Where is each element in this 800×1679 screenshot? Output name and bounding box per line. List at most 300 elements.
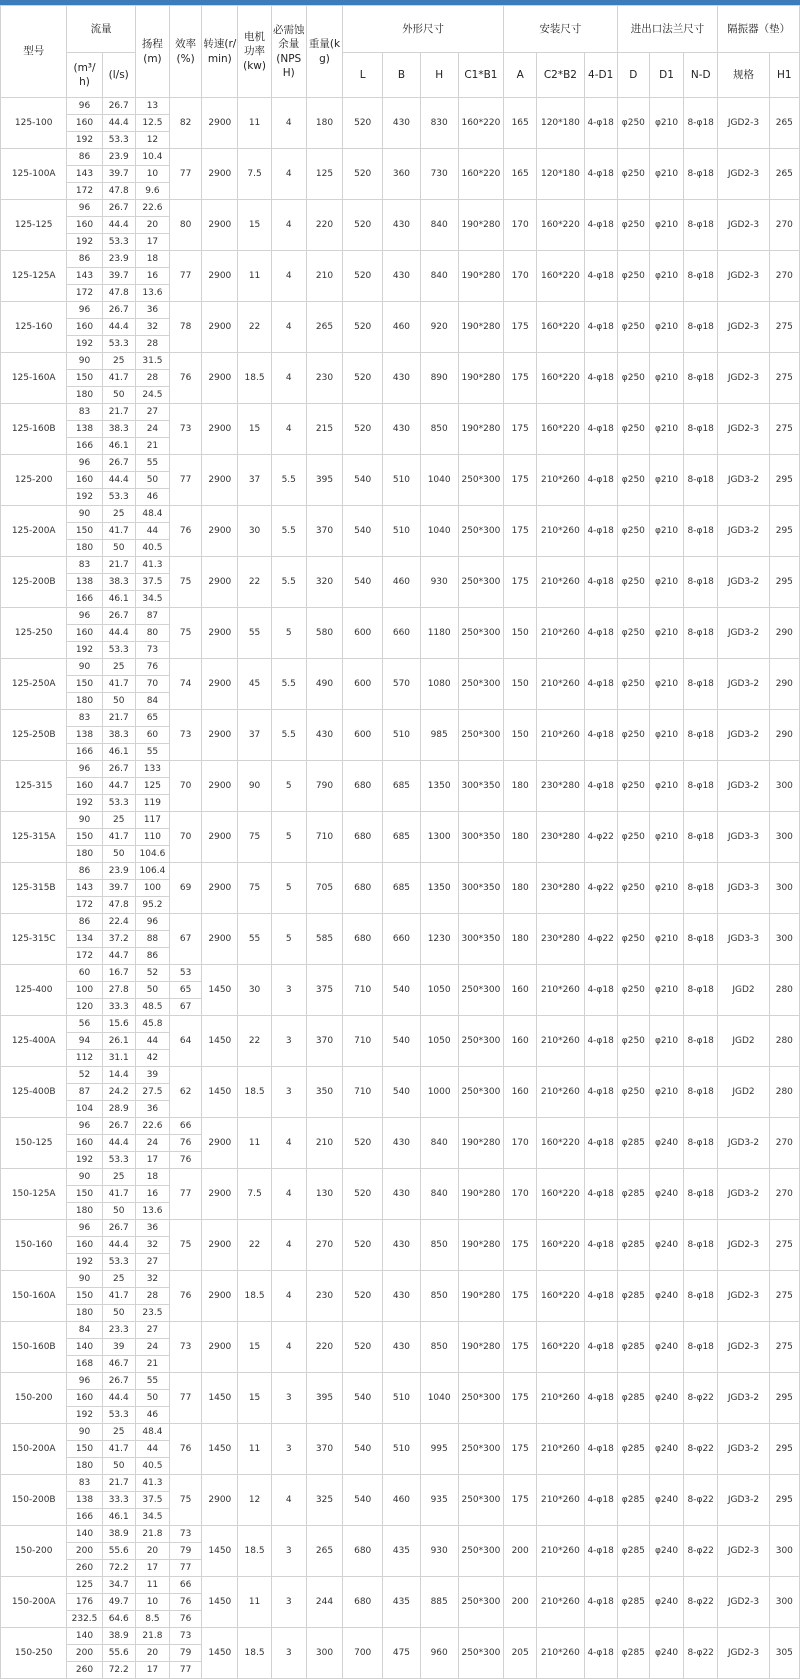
- flow-ls-cell: 25: [102, 1424, 135, 1441]
- speed-cell: 2900: [202, 1118, 238, 1169]
- H-cell: 1050: [420, 965, 458, 1016]
- head-cell: 48.4: [135, 1424, 169, 1441]
- efficiency-cell: 64: [170, 1016, 202, 1067]
- nd-cell: 8-φ18: [684, 302, 718, 353]
- table-row: [1, 1271, 800, 1288]
- flow-ls-cell: 25: [102, 1271, 135, 1288]
- A-cell: 175: [504, 1220, 537, 1271]
- h1-cell: 290: [769, 710, 799, 761]
- flow-ls-cell: 44.4: [102, 1237, 135, 1254]
- weight-cell: 215: [306, 404, 342, 455]
- head-cell: 12.5: [135, 115, 169, 132]
- flow-ls-cell: 41.7: [102, 370, 135, 387]
- A-cell: 170: [504, 200, 537, 251]
- D-cell: φ250: [617, 1016, 649, 1067]
- weight-cell: 790: [306, 761, 342, 812]
- model-cell: 150-200A: [1, 1424, 67, 1475]
- B-cell: 540: [383, 1016, 420, 1067]
- efficiency-cell: 66: [170, 1118, 202, 1135]
- D1-cell: φ210: [649, 863, 683, 914]
- npsh-cell: 4: [271, 1475, 306, 1526]
- D-cell: φ250: [617, 251, 649, 302]
- head-cell: 31.5: [135, 353, 169, 370]
- table-header: [1, 6, 800, 98]
- flow-m3h-cell: 192: [67, 1254, 102, 1271]
- weight-cell: 350: [306, 1067, 342, 1118]
- col-header-flange-group: 进出口法兰尺寸: [617, 6, 718, 53]
- speed-cell: 2900: [202, 455, 238, 506]
- H-cell: 930: [420, 1526, 458, 1577]
- flow-m3h-cell: 172: [67, 183, 102, 200]
- c2b2-cell: 230*280: [537, 914, 584, 965]
- model-cell: 125-250: [1, 608, 67, 659]
- spec-cell: JGD2: [718, 965, 769, 1016]
- head-cell: 133: [135, 761, 169, 778]
- A-cell: 175: [504, 302, 537, 353]
- h1-cell: 295: [769, 557, 799, 608]
- flow-m3h-cell: 90: [67, 1424, 102, 1441]
- head-cell: 87: [135, 608, 169, 625]
- efficiency-cell: 76: [170, 1611, 202, 1628]
- h1-cell: 270: [769, 200, 799, 251]
- D1-cell: φ210: [649, 1067, 683, 1118]
- flow-ls-cell: 26.7: [102, 302, 135, 319]
- flow-ls-cell: 44.4: [102, 472, 135, 489]
- D-cell: φ285: [617, 1577, 649, 1628]
- npsh-cell: 4: [271, 251, 306, 302]
- flow-ls-cell: 25: [102, 1169, 135, 1186]
- B-cell: 435: [383, 1526, 420, 1577]
- d4-cell: 4-φ18: [584, 1118, 617, 1169]
- weight-cell: 320: [306, 557, 342, 608]
- efficiency-cell: 76: [170, 506, 202, 557]
- D-cell: φ250: [617, 1067, 649, 1118]
- spec-cell: JGD2-3: [718, 302, 769, 353]
- flow-ls-cell: 44.7: [102, 948, 135, 965]
- flow-m3h-cell: 172: [67, 285, 102, 302]
- B-cell: 475: [383, 1628, 420, 1679]
- L-cell: 710: [343, 1067, 383, 1118]
- power-cell: 15: [238, 1322, 271, 1373]
- h1-cell: 270: [769, 1118, 799, 1169]
- D-cell: φ285: [617, 1322, 649, 1373]
- flow-m3h-cell: 180: [67, 387, 102, 404]
- npsh-cell: 3: [271, 1016, 306, 1067]
- col-header-D1: D1: [649, 53, 683, 98]
- flow-ls-cell: 44.7: [102, 778, 135, 795]
- nd-cell: 8-φ18: [684, 914, 718, 965]
- c2b2-cell: 210*260: [537, 965, 584, 1016]
- flow-ls-cell: 24.2: [102, 1084, 135, 1101]
- table-row: [1, 761, 800, 778]
- flow-ls-cell: 53.3: [102, 1254, 135, 1271]
- B-cell: 685: [383, 812, 420, 863]
- weight-cell: 230: [306, 1271, 342, 1322]
- npsh-cell: 5: [271, 863, 306, 914]
- c1b1-cell: 250*300: [458, 557, 503, 608]
- npsh-cell: 5.5: [271, 557, 306, 608]
- power-cell: 7.5: [238, 149, 271, 200]
- h1-cell: 275: [769, 302, 799, 353]
- flow-m3h-cell: 138: [67, 574, 102, 591]
- L-cell: 600: [343, 608, 383, 659]
- d4-cell: 4-φ18: [584, 302, 617, 353]
- d4-cell: 4-φ18: [584, 149, 617, 200]
- flow-m3h-cell: 112: [67, 1050, 102, 1067]
- flow-ls-cell: 50: [102, 1203, 135, 1220]
- spec-cell: JGD2-3: [718, 251, 769, 302]
- efficiency-cell: 73: [170, 1526, 202, 1543]
- spec-cell: JGD2-3: [718, 353, 769, 404]
- flow-ls-cell: 46.1: [102, 1509, 135, 1526]
- B-cell: 430: [383, 200, 420, 251]
- h1-cell: 295: [769, 455, 799, 506]
- D1-cell: φ240: [649, 1271, 683, 1322]
- table-row: [1, 710, 800, 727]
- h1-cell: 300: [769, 812, 799, 863]
- B-cell: 460: [383, 302, 420, 353]
- flow-m3h-cell: 104: [67, 1101, 102, 1118]
- flow-ls-cell: 50: [102, 540, 135, 557]
- flow-m3h-cell: 96: [67, 1220, 102, 1237]
- flow-m3h-cell: 150: [67, 829, 102, 846]
- speed-cell: 2900: [202, 149, 238, 200]
- spec-cell: JGD2-3: [718, 149, 769, 200]
- c2b2-cell: 210*260: [537, 1526, 584, 1577]
- npsh-cell: 4: [271, 353, 306, 404]
- model-cell: 150-200: [1, 1526, 67, 1577]
- model-cell: 125-250B: [1, 710, 67, 761]
- flow-ls-cell: 47.8: [102, 183, 135, 200]
- nd-cell: 8-φ22: [684, 1424, 718, 1475]
- model-cell: 125-100: [1, 98, 67, 149]
- table-row: [1, 1067, 800, 1084]
- head-cell: 20: [135, 1645, 169, 1662]
- flow-ls-cell: 22.4: [102, 914, 135, 931]
- A-cell: 165: [504, 98, 537, 149]
- D-cell: φ250: [617, 98, 649, 149]
- speed-cell: 2900: [202, 353, 238, 404]
- col-header-weight: 重量(kg): [306, 6, 342, 98]
- D1-cell: φ240: [649, 1118, 683, 1169]
- power-cell: 22: [238, 302, 271, 353]
- head-cell: 17: [135, 1560, 169, 1577]
- D-cell: φ285: [617, 1526, 649, 1577]
- d4-cell: 4-φ18: [584, 965, 617, 1016]
- model-cell: 125-315C: [1, 914, 67, 965]
- D1-cell: φ210: [649, 455, 683, 506]
- nd-cell: 8-φ18: [684, 455, 718, 506]
- power-cell: 55: [238, 608, 271, 659]
- flow-m3h-cell: 150: [67, 370, 102, 387]
- flow-m3h-cell: 84: [67, 1322, 102, 1339]
- flow-m3h-cell: 140: [67, 1526, 102, 1543]
- weight-cell: 210: [306, 1118, 342, 1169]
- L-cell: 540: [343, 1424, 383, 1475]
- flow-m3h-cell: 134: [67, 931, 102, 948]
- D1-cell: φ210: [649, 353, 683, 404]
- flow-ls-cell: 44.4: [102, 1390, 135, 1407]
- flow-m3h-cell: 180: [67, 1305, 102, 1322]
- H-cell: 840: [420, 1169, 458, 1220]
- flow-m3h-cell: 90: [67, 353, 102, 370]
- D1-cell: φ240: [649, 1424, 683, 1475]
- flow-ls-cell: 33.3: [102, 999, 135, 1016]
- flow-m3h-cell: 96: [67, 608, 102, 625]
- power-cell: 30: [238, 965, 271, 1016]
- D-cell: φ285: [617, 1220, 649, 1271]
- D1-cell: φ210: [649, 761, 683, 812]
- D1-cell: φ240: [649, 1526, 683, 1577]
- head-cell: 44: [135, 1441, 169, 1458]
- head-cell: 48.5: [135, 999, 169, 1016]
- flow-m3h-cell: 120: [67, 999, 102, 1016]
- npsh-cell: 4: [271, 1271, 306, 1322]
- B-cell: 540: [383, 965, 420, 1016]
- c1b1-cell: 300*350: [458, 863, 503, 914]
- npsh-cell: 5.5: [271, 455, 306, 506]
- H-cell: 850: [420, 1271, 458, 1322]
- flow-ls-cell: 21.7: [102, 404, 135, 421]
- L-cell: 540: [343, 1373, 383, 1424]
- head-cell: 88: [135, 931, 169, 948]
- power-cell: 18.5: [238, 1067, 271, 1118]
- flow-ls-cell: 26.1: [102, 1033, 135, 1050]
- B-cell: 510: [383, 455, 420, 506]
- efficiency-cell: 77: [170, 149, 202, 200]
- model-cell: 125-160A: [1, 353, 67, 404]
- nd-cell: 8-φ18: [684, 251, 718, 302]
- flow-ls-cell: 15.6: [102, 1016, 135, 1033]
- model-cell: 125-400A: [1, 1016, 67, 1067]
- d4-cell: 4-φ18: [584, 1628, 617, 1679]
- model-cell: 125-250A: [1, 659, 67, 710]
- A-cell: 150: [504, 710, 537, 761]
- flow-m3h-cell: 83: [67, 1475, 102, 1492]
- H-cell: 850: [420, 404, 458, 455]
- L-cell: 700: [343, 1628, 383, 1679]
- spec-cell: JGD2-3: [718, 1577, 769, 1628]
- nd-cell: 8-φ18: [684, 1169, 718, 1220]
- D1-cell: φ210: [649, 812, 683, 863]
- speed-cell: 1450: [202, 1628, 238, 1679]
- speed-cell: 1450: [202, 1373, 238, 1424]
- d4-cell: 4-φ22: [584, 812, 617, 863]
- head-cell: 46: [135, 1407, 169, 1424]
- nd-cell: 8-φ18: [684, 506, 718, 557]
- L-cell: 520: [343, 251, 383, 302]
- flow-m3h-cell: 180: [67, 693, 102, 710]
- D1-cell: φ240: [649, 1373, 683, 1424]
- npsh-cell: 5: [271, 761, 306, 812]
- flow-ls-cell: 50: [102, 1458, 135, 1475]
- npsh-cell: 4: [271, 302, 306, 353]
- efficiency-cell: 79: [170, 1645, 202, 1662]
- efficiency-cell: 53: [170, 965, 202, 982]
- model-cell: 150-160B: [1, 1322, 67, 1373]
- table-row: [1, 1169, 800, 1186]
- c1b1-cell: 250*300: [458, 1526, 503, 1577]
- d4-cell: 4-φ18: [584, 404, 617, 455]
- h1-cell: 280: [769, 1067, 799, 1118]
- c1b1-cell: 250*300: [458, 1475, 503, 1526]
- head-cell: 55: [135, 744, 169, 761]
- speed-cell: 2900: [202, 761, 238, 812]
- table-row: [1, 302, 800, 319]
- head-cell: 50: [135, 472, 169, 489]
- head-cell: 11: [135, 1577, 169, 1594]
- nd-cell: 8-φ22: [684, 1373, 718, 1424]
- npsh-cell: 5: [271, 812, 306, 863]
- D-cell: φ250: [617, 302, 649, 353]
- flow-m3h-cell: 125: [67, 1577, 102, 1594]
- head-cell: 12: [135, 132, 169, 149]
- nd-cell: 8-φ18: [684, 200, 718, 251]
- h1-cell: 275: [769, 1271, 799, 1322]
- weight-cell: 270: [306, 1220, 342, 1271]
- col-header-power: 电机功率(kw): [238, 6, 271, 98]
- head-cell: 36: [135, 1101, 169, 1118]
- h1-cell: 295: [769, 506, 799, 557]
- head-cell: 36: [135, 302, 169, 319]
- spec-cell: JGD3-2: [718, 506, 769, 557]
- npsh-cell: 4: [271, 1169, 306, 1220]
- weight-cell: 265: [306, 1526, 342, 1577]
- flow-m3h-cell: 140: [67, 1628, 102, 1645]
- c1b1-cell: 250*300: [458, 710, 503, 761]
- table-row: [1, 1424, 800, 1441]
- model-cell: 125-400B: [1, 1067, 67, 1118]
- A-cell: 170: [504, 1118, 537, 1169]
- flow-m3h-cell: 192: [67, 795, 102, 812]
- A-cell: 180: [504, 863, 537, 914]
- power-cell: 55: [238, 914, 271, 965]
- D-cell: φ250: [617, 455, 649, 506]
- c2b2-cell: 210*260: [537, 659, 584, 710]
- L-cell: 710: [343, 1016, 383, 1067]
- model-cell: 125-100A: [1, 149, 67, 200]
- flow-m3h-cell: 160: [67, 1390, 102, 1407]
- D-cell: φ250: [617, 863, 649, 914]
- head-cell: 50: [135, 982, 169, 999]
- D-cell: φ285: [617, 1118, 649, 1169]
- A-cell: 160: [504, 965, 537, 1016]
- speed-cell: 1450: [202, 1577, 238, 1628]
- d4-cell: 4-φ18: [584, 251, 617, 302]
- head-cell: 13.6: [135, 1203, 169, 1220]
- flow-ls-cell: 26.7: [102, 1118, 135, 1135]
- npsh-cell: 4: [271, 200, 306, 251]
- model-cell: 125-400: [1, 965, 67, 1016]
- A-cell: 175: [504, 455, 537, 506]
- flow-m3h-cell: 200: [67, 1645, 102, 1662]
- nd-cell: 8-φ18: [684, 710, 718, 761]
- c2b2-cell: 230*280: [537, 812, 584, 863]
- spec-cell: JGD3-2: [718, 1118, 769, 1169]
- spec-cell: JGD2-3: [718, 404, 769, 455]
- flow-m3h-cell: 192: [67, 132, 102, 149]
- d4-cell: 4-φ18: [584, 353, 617, 404]
- d4-cell: 4-φ18: [584, 1577, 617, 1628]
- flow-m3h-cell: 60: [67, 965, 102, 982]
- head-cell: 84: [135, 693, 169, 710]
- A-cell: 175: [504, 1373, 537, 1424]
- c2b2-cell: 160*220: [537, 1322, 584, 1373]
- H-cell: 1000: [420, 1067, 458, 1118]
- head-cell: 76: [135, 659, 169, 676]
- col-header-4D1: 4-D1: [584, 53, 617, 98]
- power-cell: 90: [238, 761, 271, 812]
- spec-cell: JGD3-2: [718, 659, 769, 710]
- D1-cell: φ210: [649, 659, 683, 710]
- npsh-cell: 4: [271, 1118, 306, 1169]
- power-cell: 18.5: [238, 1526, 271, 1577]
- c2b2-cell: 160*220: [537, 1118, 584, 1169]
- table-row: [1, 812, 800, 829]
- c1b1-cell: 190*280: [458, 404, 503, 455]
- A-cell: 180: [504, 914, 537, 965]
- c1b1-cell: 190*280: [458, 1169, 503, 1220]
- nd-cell: 8-φ18: [684, 812, 718, 863]
- flow-m3h-cell: 87: [67, 1084, 102, 1101]
- weight-cell: 220: [306, 200, 342, 251]
- flow-m3h-cell: 94: [67, 1033, 102, 1050]
- D1-cell: φ210: [649, 608, 683, 659]
- head-cell: 9.6: [135, 183, 169, 200]
- c1b1-cell: 250*300: [458, 1628, 503, 1679]
- efficiency-cell: 65: [170, 982, 202, 999]
- flow-m3h-cell: 180: [67, 846, 102, 863]
- nd-cell: 8-φ18: [684, 659, 718, 710]
- d4-cell: 4-φ18: [584, 98, 617, 149]
- speed-cell: 2900: [202, 659, 238, 710]
- c1b1-cell: 250*300: [458, 659, 503, 710]
- head-cell: 100: [135, 880, 169, 897]
- head-cell: 27: [135, 1254, 169, 1271]
- head-cell: 46: [135, 489, 169, 506]
- c2b2-cell: 160*220: [537, 200, 584, 251]
- h1-cell: 300: [769, 1526, 799, 1577]
- L-cell: 600: [343, 659, 383, 710]
- power-cell: 11: [238, 1118, 271, 1169]
- model-cell: 150-200A: [1, 1577, 67, 1628]
- weight-cell: 370: [306, 506, 342, 557]
- weight-cell: 210: [306, 251, 342, 302]
- c1b1-cell: 190*280: [458, 1271, 503, 1322]
- flow-ls-cell: 16.7: [102, 965, 135, 982]
- d4-cell: 4-φ18: [584, 1067, 617, 1118]
- flow-ls-cell: 39.7: [102, 166, 135, 183]
- head-cell: 24: [135, 1339, 169, 1356]
- c2b2-cell: 210*260: [537, 1628, 584, 1679]
- H-cell: 995: [420, 1424, 458, 1475]
- power-cell: 12: [238, 1475, 271, 1526]
- head-cell: 21: [135, 438, 169, 455]
- head-cell: 48.4: [135, 506, 169, 523]
- table-row: [1, 1016, 800, 1033]
- flow-ls-cell: 26.7: [102, 761, 135, 778]
- flow-m3h-cell: 90: [67, 1271, 102, 1288]
- model-cell: 125-315A: [1, 812, 67, 863]
- efficiency-cell: 76: [170, 1271, 202, 1322]
- c2b2-cell: 160*220: [537, 1169, 584, 1220]
- model-cell: 125-315: [1, 761, 67, 812]
- D1-cell: φ210: [649, 1016, 683, 1067]
- spec-cell: JGD3-2: [718, 1169, 769, 1220]
- efficiency-cell: 79: [170, 1543, 202, 1560]
- table-row: [1, 149, 800, 166]
- npsh-cell: 4: [271, 98, 306, 149]
